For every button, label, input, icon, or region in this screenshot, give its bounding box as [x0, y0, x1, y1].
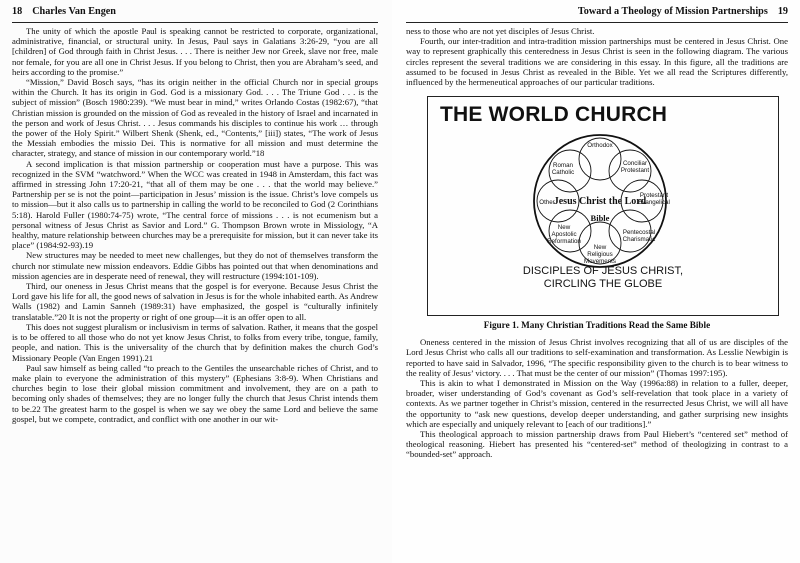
paragraph: This does not suggest pluralism or inclusivism in terms of salvation. Rather, it means that the gospel is to be offered to all those who do not yet know Jesus Christ, to folks from every tribe, tongue, family, people, and nation. This is the universality of the church that by definition makes the church God’s Missionary People (Van Engen 1991).21 [12, 321, 378, 363]
paragraph: “Mission,” David Bosch says, “has its origin neither in the official Church nor in special groups within the Church. It has its origin in God. God is a missionary God. . . . The Triune God . . . is the subject of mission” (Bosch 1980:239). “We must bear in mind,” writes Orlando Costas (1982:67), “that Christian mission is grounded on the mission of God as revealed in the history of Israel and incarnated in the person and work of Jesus Christ. . . . Jesus commands his disciples to continue his work … through the power of the Holy Spirit.” Wilbert Shenk (Shenk, ed., “Contents,” [iii]) states, “The work of Jesus the Messiah embodies the missio Dei. This is normative for all mission and must determine the character, strategy, and stance of mission in our contemporary world.”18 [12, 77, 378, 159]
paragraph: Fourth, our inter-tradition and intra-tradition mission partnerships must be centered in Jesus Christ. One way to represent graphically this centeredness in Jesus Christ is seen in the following diagram. The various circles represent the several traditions we are considering in this essay. In this figure, all the traditions are assumed to be focused in Jesus Christ as revealed in the Bible. Yet we all read the Scriptures differently, influenced by the hermeneutical approaches of our particular traditions. [406, 36, 788, 88]
left-page [0, 0, 392, 563]
right-page [392, 0, 800, 563]
paragraph: This theological approach to mission partnership draws from Paul Hiebert’s “centered set” method of theological reasoning. Hiebert has presented his “centered-set” method of theologizing in contrast to a “bounded-set” approach. [406, 429, 788, 460]
world-church-figure [427, 96, 779, 316]
right-running-head [406, 0, 788, 23]
paragraph: Paul saw himself as being called “to preach to the Gentiles the unsearchable riches of Christ, and to make plain to everyone the administration of this mystery” (Ephesians 3:8-9). When Christians and churches begin to lose their global mission commitment and involvement, they are on a path to becoming only shades of themselves; they are no longer fully the church that Jesus Christ intends them to be.22 The greatest harm to the gospel is when we say we obey the same Lord and believe the same gospel, but we compete, contradict, and conflict with one another in our wit- [12, 362, 378, 424]
figure-bottom-line2: CIRCLING THE GLOBE [543, 278, 663, 291]
right-body-text-top [406, 26, 788, 87]
paragraph: Third, our oneness in Jesus Christ means that the gospel is for everyone. Because Jesus Christ the Lord gave his life for all, the good news of salvation in Jesus is for the whole inhabited earth. As Andrew Walls (1982) and Lamin Sanneh (1989:31) have emphasized, the gospel is “culturally infinitely translatable.”20 It is not the property or right of one group—it is an offer open to all. [12, 281, 378, 322]
left-running-title: Charles Van Engen [32, 5, 116, 17]
label-pentecostal-charismatic: Pentecostal Charismatic [622, 229, 656, 244]
left-body-text [12, 26, 378, 424]
right-page-number: 19 [777, 5, 788, 17]
figure-bottom-text [428, 265, 778, 291]
right-running-title: Toward a Theology of Mission Partnerships [577, 5, 768, 17]
right-body-text-bottom [406, 337, 788, 459]
paragraph: New structures may be needed to meet new challenges, but they do not of themselves transform the church nor stimulate new mission endeavors. Eddie Gibbs has pointed out that when denominations and mission agencies are in desperate need of renewal, they will restructure (1994:101-109). [12, 250, 378, 281]
paragraph: A second implication is that mission partnership or cooperation must have a purpose. This was recognized in the SVM “watchword.” When the WCC was created in 1948 in Amsterdam, this fact was affirmed in stressing John 17:20-21, “that all of them may be one . . . that the world may believe.” Partnership per se is not the point—participation in Jesus’ mission is the issue. Christ’s love compels us to mission—but it also calls us to partnership in calling the world to be reconciled to God (2 Corinthians 5:18). Harold Fuller (1980:74-75) wrote, “The central force of missions . . . is not ecumenism but a personal witness of Jesus Christ as Savior and Lord.” G. Thompson Brown wrote in Missiology, “A healthy, mature relationship between churches may be a prerequisite for mission, but it can never take its place” (1984:92-93).19 [12, 158, 378, 251]
left-page-number: 18 [12, 5, 23, 17]
label-new-religious-movements: New Religious Movements [584, 244, 616, 266]
label-orthodox: Orthodox [587, 142, 613, 150]
figure-bottom-line1: DISCIPLES OF JESUS CHRIST, [522, 265, 684, 278]
center-label: Jesus Christ the Lord [553, 196, 647, 208]
paragraph: The unity of which the apostle Paul is speaking cannot be restricted to corporate, organizational, administrative, financial, or structural unity. In Jesus, Paul says in Galatians 3:26-29, “you are all [children] of God through faith in Christ Jesus. . . . There is neither Jew nor Greek, slave nor free, male nor female, for you are all one in Christ Jesus. If you belong to Christ, then you are Abraham’s seed, and heirs according to the promise.” [12, 26, 378, 77]
label-new-apostolic-reformation: New Apostolic Reformation [547, 224, 581, 246]
paragraph: Oneness centered in the mission of Jesus Christ involves recognizing that all of us are disciples of the Lord Jesus Christ who calls all our traditions to self-examination and transformation. As Lesslie Newbigin is reported to have said in Salvador, 1996, “The specific responsibility given to the church is to bear witness to the reality of Jesus’ victory. . . . That must be the center of our mission” (Thomas 1997:195). [406, 337, 788, 378]
bible-label: Bible [590, 213, 610, 224]
paragraph: ness to those who are not yet disciples of Jesus Christ. [406, 26, 595, 36]
label-conciliar-protestant: Conciliar Protestant [620, 160, 650, 175]
figure-title: THE WORLD CHURCH [440, 103, 668, 127]
figure-caption: Figure 1. Many Christian Traditions Read the Same Bible [483, 320, 711, 331]
left-running-head [12, 0, 378, 23]
label-other: Other [539, 199, 555, 207]
paragraph: This is akin to what I demonstrated in Mission on the Way (1996a:88) in relation to a fuller, deeper, broader, wiser understanding of God’s covenant as God’s self-revelation that took place in a variety of contexts. As we partner together in Christ’s mission, centered in the resurrected Jesus Christ, we will all have the opportunity to “ask new questions, develop deeper understanding, and gather surprising new insights which are especially and uniquely relevant to [each of our traditions].” [406, 378, 788, 429]
label-protestant-evangelical: Protestant Evangelical [638, 192, 670, 207]
label-roman-catholic: Roman Catholic [551, 162, 575, 177]
